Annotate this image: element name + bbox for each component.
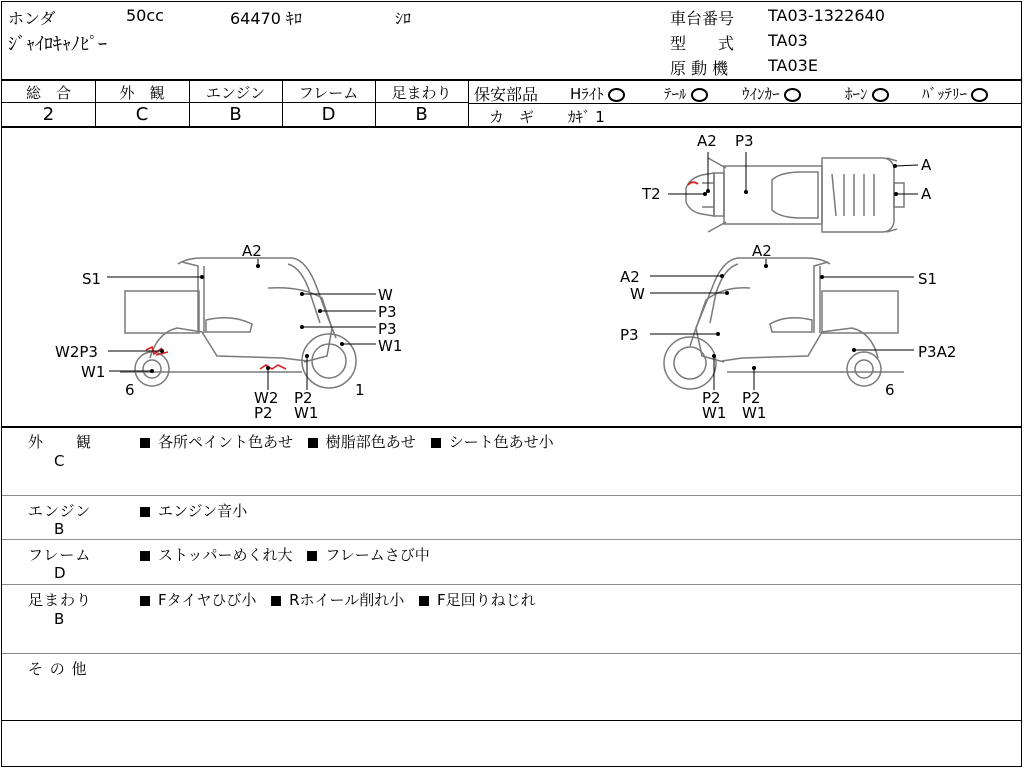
grade-engine-value: B [229,104,242,125]
left-p3-b: P3 [378,320,397,338]
ok-circle-icon [872,88,889,102]
scooter-top-view [686,158,904,232]
divider [2,426,1021,428]
left-six: 6 [125,381,135,399]
note-items-engine [138,500,247,521]
grade-suspension-value: B [415,104,428,125]
chassis-value: TA03-1322640 [768,6,885,25]
safety-item-name: ﾃｰﾙ [664,85,687,103]
right-w: W [630,285,645,303]
grade-overall-value: 2 [42,104,55,125]
ok-circle-icon [971,88,988,102]
right-p2-a: P2 [702,389,721,407]
divider [2,79,1021,81]
note-grade: D [54,564,67,582]
right-s1: S1 [918,270,938,288]
safety-item-name: ﾊﾞｯﾃﾘｰ [922,85,968,103]
left-s1: S1 [82,270,102,288]
note-item: 樹脂部色あせ [325,433,416,451]
note-item: Rホイール削れ小 [289,591,405,609]
engine-model-label: 原 動 機 [670,59,729,78]
grade-exterior-value: C [135,104,149,125]
bullet-square-icon [140,596,150,606]
top-a-upper: A [921,156,932,174]
left-p2-b: P2 [294,389,313,407]
damage-diagram [2,128,1021,426]
safety-item-name: ﾎｰﾝ [845,85,868,103]
safety-item-headlight [570,83,625,104]
chassis-label: 車台番号 [670,9,735,28]
safety-item-battery [922,83,988,104]
type-label: 型 式 [670,34,735,53]
note-category: そ の 他 [28,660,88,678]
left-w1-left: W1 [81,363,106,381]
safety-item-horn [845,83,889,104]
note-item: エンジン音小 [158,502,248,520]
note-grade: C [54,452,66,470]
bullet-square-icon [140,507,150,517]
divider [2,584,1021,585]
grade-engine-label: エンジン [205,84,266,102]
divider [2,495,1021,496]
inspection-sheet [1,1,1022,767]
note-item: F足回りねじれ [437,591,536,609]
top-a2: A2 [697,132,717,150]
bullet-square-icon [140,438,150,448]
note-category: エンジン [28,502,92,520]
note-category: フレーム [28,546,92,564]
left-one: 1 [355,381,365,399]
ok-circle-icon [691,88,708,102]
right-p3a2: P3A2 [918,343,957,361]
bullet-square-icon [140,551,150,561]
note-items-suspension [138,589,536,610]
divider [2,720,1021,721]
safety-item-name: Hﾗｲﾄ [570,85,604,103]
safety-item-winker [742,83,801,104]
right-w1-a: W1 [702,404,727,422]
left-w1-bottom: W1 [294,404,319,422]
note-item: 各所ペイント色あせ [158,433,294,451]
scooter-right-view [664,258,904,389]
left-w2: W2 [254,389,279,407]
right-a2-left: A2 [620,268,640,286]
note-items-exterior [138,431,554,452]
ok-circle-icon [608,88,625,102]
bullet-square-icon [419,596,429,606]
note-item: ストッパーめくれ大 [158,546,293,564]
note-item: シート色あせ小 [448,433,554,451]
left-w: W [378,286,393,304]
top-t2: T2 [642,185,661,203]
note-items-frame [138,544,430,565]
divider [2,653,1021,654]
grade-frame-label: フレーム [298,84,359,102]
safety-parts-label: 保安部品 [474,85,539,104]
right-a2-top: A2 [752,242,772,260]
note-category: 足まわり [28,591,93,609]
divider [2,539,1021,540]
right-p2-b: P2 [742,389,761,407]
note-grade: B [54,520,66,538]
body-color: ｼﾛ [395,9,412,28]
left-w1-right: W1 [378,337,403,355]
right-p3: P3 [620,326,639,344]
left-w2p3: W2P3 [55,343,98,361]
top-p3: P3 [735,132,754,150]
grade-exterior-label: 外 観 [119,84,165,102]
safety-item-name: ｳｲﾝｶｰ [742,85,780,103]
bullet-square-icon [308,438,318,448]
ok-circle-icon [784,88,801,102]
grade-suspension-label: 足まわり [391,84,452,102]
left-p3-a: P3 [378,303,397,321]
right-w1-b: W1 [742,404,767,422]
right-six: 6 [885,381,895,399]
grade-overall-label: 総 合 [25,84,71,102]
grade-frame-value: D [321,104,336,125]
damage-mark [260,365,286,369]
maker: ホンダ [8,9,56,28]
left-p2-a: P2 [254,404,273,422]
key-label: カ ギ [489,108,535,126]
displacement: 50cc [126,6,164,25]
left-a2: A2 [242,242,262,260]
mileage: 64470 ｷﾛ [230,9,302,28]
model-name: ｼﾞｬｲﾛｷｬﾉﾋﾟｰ [8,34,107,55]
type-value: TA03 [768,31,808,50]
key-value: ｶｷﾞ 1 [568,108,605,126]
safety-item-tail [664,83,708,104]
note-item: フレームさび中 [325,546,430,564]
damage-mark [688,182,698,185]
bullet-square-icon [431,438,441,448]
top-a-lower: A [921,185,932,203]
bullet-square-icon [307,551,317,561]
bullet-square-icon [271,596,281,606]
engine-model-value: TA03E [768,56,818,75]
note-item: Fタイヤひび小 [158,591,257,609]
note-grade: B [54,610,66,628]
note-category: 外 観 [28,433,93,451]
